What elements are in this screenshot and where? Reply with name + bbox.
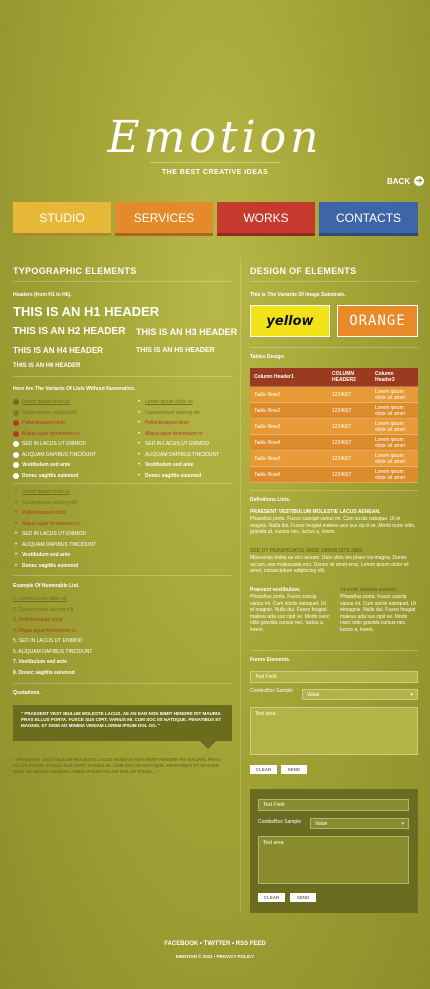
plus-icon: + [14,541,18,548]
substrate-image-yellow: yellow [250,305,330,337]
table-header: COLUMN HEADER2 [328,368,371,387]
quote-box: " PRAESENT VEST IBULUM MOLESTE LACUS. AE AN EAN NON IMMIT HENDRE RIT MAURIS. PRAS ELLUS PORTA. FUSCE SUS CIPIT. VARIUS MI. CUM SOC IIS NATOQUE. PENATIBUS ET MAGNIS. ET DISM AD MINIMA VENIAM LOREM IPSUM DOL OO. " [13,705,232,741]
quote-plain: " PRAESENT VEST IBULUM MOLESTE LACUS AENEAN NON IMMIT HENDRE RIT MAURIS. PRAS ELLUS PORTA. FUSCE SUS CIPIT. VARIUS MI. CUM SOC IIS NATOQUE. PENATIBUS ET MAGNIS. DISM AD MINIMA VENIAM LOREM IPSUM DOLOR DOLOR IPSUM... " [13,757,221,774]
list-item: SED IN LACUS UT ENIMOD [13,439,128,450]
arrow-right-icon: ➔ [415,176,423,185]
col-body: Phasellus porta. Fusce suscip varius mi. Cum sociis natoquet. Ut et magnis. Nulla dui. Fusce feugiat malesu ada sus cipit ve. Morbi nunc odio gravida cursus nec, luctus a, lorem. [250,594,330,633]
def-body: Phasellus porta. Fusce suscipit varius mi. Cum sociis natoque. Ut et magnis. Nulla dui. Fusce feugiat malesu ace sus cip it ve. Morbi nunc odio, gravida at, cursus nec, luctus a, lorem. [250,516,416,535]
bullet-icon: • [137,472,141,479]
list-item[interactable]: Pellentesqued dolor [13,418,128,429]
substrate-image-orange: ORANGE [337,305,418,337]
plus-icon: + [14,562,18,569]
table-row: Table Row6 1234567 Lorem ipsum dolor sit amet [250,467,418,483]
def-body: Maecenas tristiq ue orci aceam. Duis ultric ies phare tra magna. Donec accum. san malesuada orci. Donec sit amet eros. Lorem ipsum dolor sit amet, consectetuer adipiscing elit. [250,555,409,574]
table-row: Table Row2 1234567 Lorem ipsum dolor sit amet [250,403,418,419]
typography-title: TYPOGRAPHIC ELEMENTS [13,266,137,276]
col-title: Praesent vestibulum. [250,587,301,593]
bullet-icon: • [137,451,141,458]
nav-services[interactable]: SERVICES [115,202,213,236]
logo-divider [150,162,280,163]
section-rule [250,347,418,348]
table-header: Column Header3 [371,368,418,387]
list-item[interactable]: 3. Pellentesqued dolor [13,617,63,624]
h6-sample: THIS IS AN H6 HEADER [13,363,81,369]
section-rule [13,683,232,684]
list-item[interactable]: Lorem ipsum dolor sit [13,397,128,408]
numbered-list [13,594,232,678]
bullet-icon: • [137,441,141,448]
list-item: 6. ALIQUAM DAPIBUS TINCIDUNT [13,648,93,655]
quotations-caption: Quotations. [13,690,41,696]
list-item: + Vestibulum sed ante [14,552,71,559]
panel-combobox[interactable] [310,818,409,829]
chevron-down-icon: ▾ [410,691,413,698]
circle-icon [13,441,19,447]
list-item: Donec sagittis euismod [13,471,128,482]
list-item: ALIQUAM DAPIBUS TINCIDUNT [13,450,128,461]
list-item: • ALIQUAM DAPIBUS TINCIDUNT [137,451,220,458]
lists-caption: Here Are The Variants Of Lists Without Numeration. [13,386,136,392]
section-rule [13,483,232,484]
list-item[interactable]: • Lorem ipsum dolor sit [137,399,193,406]
panel-combobox-label: ComboBox Sample [258,819,302,825]
text-area[interactable]: Text area [250,707,418,755]
plus-icon: + [14,552,18,559]
bullet-icon: • [137,420,141,427]
list-item[interactable]: • Aliqua ugue fermentum ru [137,430,203,437]
chevron-down-icon: ▾ [401,820,404,827]
plus-icon: + [14,520,18,527]
table-row: Table Row4 1234567 Lorem ipsum dolor sit amet [250,435,418,451]
def-title: SED UT PERSPICIATIS UNDE OMNIS ISTE NER. [250,548,364,554]
combobox-value: Value [315,820,328,827]
combobox-label: ComboBox Sample [250,688,294,694]
section-rule [250,490,418,491]
list-item[interactable]: + Lorem ipsum dolor sit [14,489,70,496]
table-row: Table Row5 1234567 Lorem ipsum dolor sit amet [250,451,418,467]
section-rule [13,575,232,576]
bullet-icon: • [137,462,141,469]
quote-tail [200,741,216,749]
list-item: + SED IN LACUS UT ENIMOD [14,531,87,538]
forms-caption: Forms Elements. [250,657,291,663]
panel-text-field[interactable]: Text Field [258,799,409,811]
numbered-caption: Example Of Numerable List. [13,583,80,589]
table-header: Column Header1 [250,368,328,387]
back-link[interactable] [387,176,424,186]
design-title: DESIGN OF ELEMENTS [250,266,357,276]
plus-icon: + [14,489,18,496]
h1-sample: THIS IS AN H1 HEADER [13,304,160,319]
circle-icon [13,410,19,416]
circle-icon [13,431,19,437]
table-caption: Tables Design. [250,354,285,360]
section-rule [13,281,232,282]
list-item[interactable]: + Consectetuer adicing elit [14,499,77,506]
col-title: Ut enim minima veniam. [340,587,398,593]
h3-sample: THIS IS AN H3 HEADER [136,327,238,337]
list-item[interactable]: • Consectetuer adicing elit [137,409,200,416]
def-title: PRAESENT VESTIBULUM MOLESTIE LACUS AENEAN. [250,509,381,515]
sample-table [250,368,418,483]
footer-copyright: EMOTION © 2011 • PRIVACY POLICY [175,954,255,959]
list-item[interactable]: + Pellentesqued dolor [14,510,67,517]
list-item: Vestibulum sed ante [13,460,128,471]
section-rule [13,376,232,377]
column-divider [240,258,241,913]
list-item: + Donec sagittis euismod [14,562,79,569]
combobox[interactable] [302,689,418,700]
table-row: Table Row3 1234567 Lorem ipsum dolor sit amet [250,419,418,435]
footer-links[interactable]: FACEBOOK • TWITTER • RSS FEED [164,941,266,947]
list-item: 7. Vestibulum sed ante [13,659,67,666]
list-item[interactable]: Consectetuer adicing elit [13,408,128,419]
plus-list [13,487,232,571]
list-item[interactable]: + Aliqua ugue fermentum ru [14,520,80,527]
col-body: Phasellus porta. Fusce suscip varius mi. Cum sociis natoquet. Ut etmagnis. Nulla dui. Fusce feugiat malesu ada sus cipit ve. Morbi nunc odio gravida cursus nec, luctus a, lorem. [340,594,416,633]
list-item: • SED IN LACUS UT ENIMOD [137,441,210,448]
substrate-caption: This Is The Variants Of Image Substrate. [250,292,346,298]
circle-icon [13,420,19,426]
list-item: • Donec sagittis euismod [137,472,202,479]
list-item[interactable]: 1. Lorem ipsum dolor sit [13,596,67,603]
logo[interactable]: Emotion [107,112,323,163]
definitions-caption: Definitions Lists. [250,497,291,503]
nav-studio[interactable]: STUDIO [13,202,111,236]
circle-icon [13,399,19,405]
list-item: 8. Donec sagittis euismod [13,669,75,676]
text-field[interactable]: Text Field [250,671,418,683]
h4-sample: THIS IS AN H4 HEADER [13,346,103,355]
panel-text-area[interactable]: Text area [258,836,409,884]
list-item[interactable]: 4. Aliqua ugue fermentum ru [13,627,76,634]
panel-send-button[interactable]: SEND [290,893,316,902]
combobox-value: Value [307,691,320,698]
table-row: Table Row1 1234567 Lorem ipsum dolor sit amet [250,387,418,403]
circle-icon [13,462,19,468]
bullet-icon: • [137,409,141,416]
list-item: 5. SED IN LACUS UT ENIMOD [13,638,83,645]
nav-works[interactable]: WORKS [217,202,315,236]
send-button[interactable]: SEND [281,765,307,774]
back-label: BACK [387,176,411,186]
circle-icon [13,452,19,458]
list-item[interactable]: • Pellentesqued dolor [137,420,190,427]
circle-icon [13,473,19,479]
bullet-icon: • [137,399,141,406]
headers-caption: Headers (from H1 to H6). [13,292,72,298]
list-item[interactable]: Aliqua ugue fermentum ru [13,429,128,440]
plus-icon: + [14,499,18,506]
panel-clear-button[interactable]: CLEAR [258,893,285,902]
section-rule [250,650,418,651]
list-item: • Vestibulum sed ante [137,462,194,469]
plus-icon: + [14,531,18,538]
nav-contacts[interactable]: CONTACTS [319,202,418,236]
h5-sample: THIS IS AN H5 HEADER [136,347,215,354]
bullet-icon: • [137,430,141,437]
list-item: + ALIQUAM DAPIBUS TINCIDUNT [14,541,97,548]
h2-sample: THIS IS AN H2 HEADER [13,326,126,337]
plus-icon: + [14,510,18,517]
bullet-list [136,397,236,481]
tagline: THE BEST CREATIVE IDEAS [161,169,269,176]
section-rule [250,281,418,282]
clear-button[interactable]: CLEAR [250,765,277,774]
icon-list [13,397,128,481]
list-item[interactable]: 2. Consectetuer adicing elit [13,606,74,613]
